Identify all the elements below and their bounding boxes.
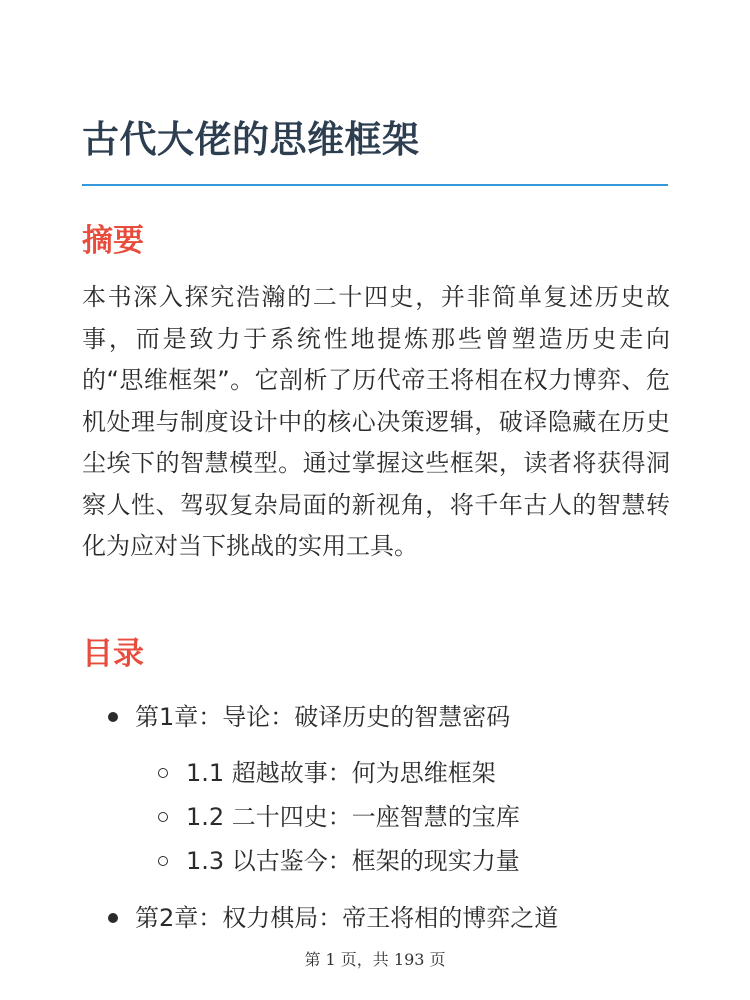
bullet-circle-icon [158, 856, 168, 866]
toc-item-chapter-1 [108, 699, 510, 735]
toc-item-label: 第2章：权力棋局：帝王将相的博弈之道 [135, 904, 559, 932]
toc-item-label: 1.2 二十四史：一座智慧的宝库 [186, 803, 520, 831]
bullet-circle-icon [158, 768, 168, 778]
abstract-text: 本书深入探究浩瀚的二十四史，并非简单复述历史故事，而是致力于系统性地提炼那些曾塑造历史走向的“思维框架”。它剖析了历代帝王将相在权力博弈、危机处理与制度设计中的核心决策逻辑，破译隐藏在历史尘埃下的智慧模型。通过掌握这些框架，读者将获得洞察人性、驾驭复杂局面的新视角，将千年古人的智慧转化为应对当下挑战的实用工具。 [82, 283, 670, 560]
abstract-heading: 摘要 [82, 223, 144, 259]
document-title: 古代大佬的思维框架 [82, 118, 420, 161]
toc-item-section-1-1 [158, 755, 496, 791]
page-number-footer: 第 1 页，共 193 页 [304, 950, 446, 969]
toc-heading: 目录 [82, 636, 144, 672]
toc-item-section-1-2 [158, 799, 520, 835]
toc-item-label: 第1章：导论：破译历史的智慧密码 [135, 703, 511, 731]
title-divider [82, 184, 668, 186]
bullet-disc-icon [108, 913, 118, 923]
bullet-circle-icon [158, 812, 168, 822]
toc-item-chapter-2 [108, 900, 558, 936]
toc-item-label: 1.1 超越故事：何为思维框架 [186, 759, 496, 787]
toc-item-section-1-3 [158, 843, 520, 879]
bullet-disc-icon [108, 712, 118, 722]
toc-item-label: 1.3 以古鉴今：框架的现实力量 [186, 847, 520, 875]
